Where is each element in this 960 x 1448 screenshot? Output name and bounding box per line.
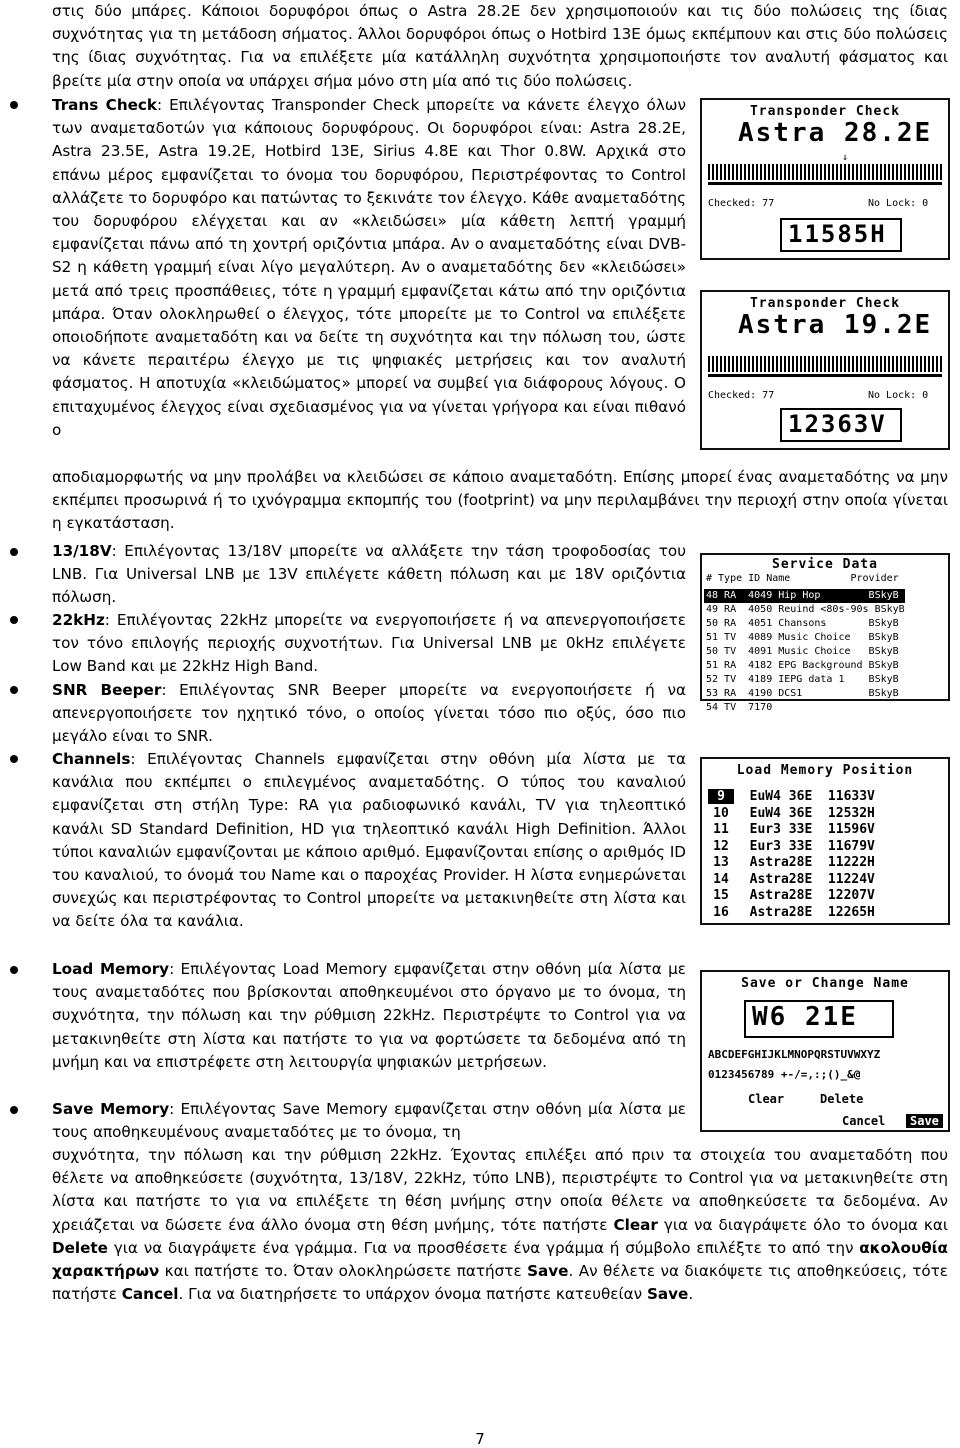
channels-item: [52, 748, 686, 934]
bullet: [10, 101, 18, 109]
save-word-2: Save: [646, 1285, 689, 1304]
load-memory-label: Load Memory: [52, 960, 170, 978]
digits-symbols-row[interactable]: 0123456789 +-/=,:;()_&@: [708, 1068, 861, 1081]
memory-entry: Astra28E 12265H: [734, 904, 875, 920]
delete-word: Delete: [52, 1238, 108, 1257]
bullet: [10, 686, 18, 694]
transponder-bars: [708, 164, 942, 180]
memory-row[interactable]: [708, 888, 875, 903]
intro-paragraph: στις δύο μπάρες. Κάποιοι δορυφόροι όπως ο Astra 28.2E δεν χρησιμοποιούν και τις δύο πολώσεις της ίδιας συχνότητας για τη μετάδοση σήματος. Άλλοι δορυφόροι όπως ο Hotbird 13E όμως εκπέμπουν και στις δύο πολώσεις της ίδιας συχνότητας. Για να επιλέξετε μία κατάλληλη συχνότητα χρησιμοποιήστε τον αναλυτή φάσματος και βρείτε μία στην οποία να υπάρχει σήμα μόνο στη μία από τις δύο πολώσεις.: [52, 2, 948, 90]
memory-position: 9: [708, 789, 734, 804]
horizontal-bar: [708, 374, 942, 377]
service-table: [704, 589, 905, 715]
memory-entry: EuW4 36E 11633V: [734, 789, 875, 804]
bullet: [10, 1106, 18, 1114]
satellite-name: Astra 19.2E: [738, 310, 933, 340]
frequency-box: 11585H: [780, 218, 902, 252]
service-row[interactable]: 51 RA 4182 EPG Background BSkyB: [706, 660, 899, 671]
service-table-header: # Type ID Name Provider: [706, 573, 899, 584]
letters-row[interactable]: ABCDEFGHIJKLMNOPQRSTUVWXYZ: [708, 1048, 881, 1061]
memory-row[interactable]: [708, 872, 875, 887]
load-memory-screen: [700, 757, 950, 925]
satellite-name: Astra 28.2E: [738, 118, 933, 148]
down-arrow-icon: ↓: [842, 152, 849, 163]
trans-check-label: Trans Check: [52, 96, 158, 114]
voltage-item: [52, 540, 686, 610]
service-row[interactable]: 50 RA 4051 Chansons BSkyB: [706, 618, 899, 629]
memory-row[interactable]: [708, 905, 875, 920]
bullet: [10, 548, 18, 556]
memory-row[interactable]: [708, 806, 875, 821]
bullet: [10, 966, 18, 974]
service-row[interactable]: 48 RA 4049 Hip Hop BSkyB: [704, 589, 905, 603]
snr-label: SNR Beeper: [52, 681, 162, 699]
cancel-word: Cancel: [121, 1285, 179, 1304]
service-row[interactable]: 53 RA 4190 DCS1 BSkyB: [706, 688, 899, 699]
screen-title: Transponder Check: [749, 296, 901, 311]
nolock-count: No Lock: 0: [868, 390, 929, 401]
save-memory-label: Save Memory: [52, 1100, 170, 1118]
transponder-bars: [708, 356, 942, 372]
trans-check-text: : Επιλέγοντας Transponder Check μπορείτε να κάνετε έλεγχο όλων των αναμεταδοτών για κάποιους δορυφόρους. Οι δορυφόροι είναι: Astra 28.2E, Astra 23.5E, Astra 19.2E, Hotbird 13E, Sirius 4.8E και Thor 0.8W. Αρχικά στο επάνω μέρος εμφανίζεται το όνομα του δορυφόρου, Περιστρέφοντας το Control αλλάζετε το δορυφόρο και πατώντας το ξεκινάτε τον έλεγχο. Κάθε αναμεταδότης του δορυφόρου ελέγχεται και αν «κλειδώσει» μία κάθετη λεπτή γραμμή εμφανίζεται πάνω από τη χοντρή οριζόντια μπάρα. Αν ο αναμεταδότης είναι DVB-S2 η κάθετη γραμμή είναι λίγο μεγαλύτερη. Αν ο αναμεταδότης δεν «κλειδώσει» μετά από τρεις προσπάθειες, τότε η γραμμή εμφανίζεται κάτω από την οριζόντια μπάρα. Όταν ολοκληρωθεί ο έλεγχος, τότε μπορείτε με το Control να επιλέξετε οποιοδήποτε αναμεταδότη και να δείτε τη συχνότητα και την πόλωση του, ώστε να κάνετε περαιτέρω έλεγχο με τις ψηφιακές μετρήσεις και τον αναλυτή φάσματος. Η αποτυχία «κλειδώματος» μπορεί να συμβεί για διάφορους λόγους. Ο επιταχυμένος έλεγχος είναι σχεδιασμένος για να γίνεται γρήγορα και είναι πιθανό ο: [52, 96, 686, 439]
save-t4: . Αν θέλετε να διακόψετε τις αποθηκεύσεις, τότε πατήστε: [52, 1262, 948, 1304]
load-memory-text: : Επιλέγοντας Load Memory εμφανίζεται στην οθόνη μία λίστα με τους αναμεταδότες που βρίσκονται αποθηκευμένοι στο όργανο με το όνομα, τη συχνότητα, την πόλωση και την ρύθμιση 22kHz. Περιστρέψτε το Control για να μετακινηθείτε στη λίστα και πατήστε το για να φορτώσετε τα δεδομένα από τη μνήμη και να επιστρέφετε στη λειτουργία ψηφιακών μετρήσεων.: [52, 960, 686, 1071]
memory-row[interactable]: [708, 839, 875, 854]
save-memory-continuation: [52, 1144, 948, 1306]
snr-text: : Επιλέγοντας SNR Beeper μπορείτε να ενεργοποιήσετε ή να απενεργοποιήσετε τον ηχητικό τόνο, ο οποίος γίνεται τόσο πιο οξύς, όσο πιο μεγάλο είναι το SNR.: [52, 681, 686, 746]
service-row[interactable]: 51 TV 4089 Music Choice BSkyB: [706, 632, 899, 643]
memory-position: 15: [713, 888, 729, 903]
save-memory-text: : Επιλέγοντας Save Memory εμφανίζεται στην οθόνη μία λίστα με τους αποθηκευμένους αναμεταδότες με το όνομα, τη: [52, 1100, 686, 1142]
save-name-screen: [700, 970, 950, 1132]
nolock-count: No Lock: 0: [868, 198, 929, 209]
memory-entry: Astra28E 11222H: [734, 855, 875, 870]
save-text-b: συχνότητα, την πόλωση και την ρύθμιση 22kHz. Έχοντας επιλέξει από πριν τα στοιχεία του αναμεταδότη που θέλετε να αποθηκεύσετε (συχνότητα, 13/18V, 22kHz, τύπο LNB), περιστρέψτε το Control για να μετακινηθείτε στη λίστα και πατήστε το για να επιλέξετε τη θέση μνήμης στην οποία θέλετε να αποθηκεύσετε τα δεδομένα. Αν χρειάζεται να δώσετε ένα άλλο όνομα στη θέση μνήμης, τότε πατήστε: [52, 1146, 948, 1234]
horizontal-bar: [708, 182, 942, 185]
service-row[interactable]: 50 TV 4091 Music Choice BSkyB: [706, 646, 899, 657]
channels-text: : Επιλέγοντας Channels εμφανίζεται στην οθόνη μία λίστα με τα κανάλια που εκπέμπει ο επιλεγμένος αναμεταδότης. Ο τύπος του καναλιού εμφανίζεται στη στήλη Type: RA για ραδιοφωνικό κανάλι, TV για τηλεοπτικό κανάλι SD Standard Definition, HD για τηλεοπτικό κανάλι High Definition. Άλλοι τύποι καναλιών εμφανίζονται με κάποιο αριθμό. Εμφανίζονται επίσης ο αριθμός ID του καναλιού, το όνομά του Name και ο παροχέας Provider. Η λίστα ενημερώνεται συνεχώς και περιστρέφοντας το Control μπορείτε να μετακινηθείτε στη λίστα και να δείτε όλα τα κανάλια.: [52, 750, 686, 931]
delete-button[interactable]: Delete: [820, 1092, 864, 1106]
memory-entry: Astra28E 12207V: [734, 888, 875, 903]
save-memory-item: [52, 1098, 686, 1144]
frequency-box: 12363V: [780, 408, 902, 442]
memory-position: 13: [713, 855, 729, 870]
voltage-text: : Επιλέγοντας 13/18V μπορείτε να αλλάξετε την τάση τροφοδοσίας του LNB. Για Universal LNB με 13V επιλέγετε κάθετη πόλωση και με 18V οριζόντια πόλωση.: [52, 542, 686, 607]
clear-word: Clear: [613, 1215, 658, 1234]
service-row[interactable]: 49 RA 4050 Reuind <80s-90s BSkyB: [706, 604, 905, 615]
cancel-button[interactable]: Cancel: [842, 1114, 886, 1128]
memory-row[interactable]: [708, 855, 875, 870]
page-number: 7: [475, 1430, 485, 1448]
memory-position: 14: [713, 871, 729, 887]
tone-label: 22kHz: [52, 611, 105, 629]
service-data-screen: [700, 553, 950, 713]
voltage-label: 13/18V: [52, 542, 112, 560]
service-row[interactable]: 52 TV 4189 IEPG data 1 BSkyB: [706, 674, 899, 685]
screen-title: Transponder Check: [749, 104, 901, 119]
tone-text: : Επιλέγοντας 22kHz μπορείτε να ενεργοποιήσετε ή να απενεργοποιήσετε τον τόνο επιλογής περιοχής συχνοτήτων. Για Universal LNB με 0kHz επιλέγετε Low Band και με 22kHz High Band.: [52, 611, 686, 676]
save-button[interactable]: Save: [906, 1114, 943, 1128]
service-row[interactable]: 54 TV 7170: [706, 702, 773, 713]
memory-position: 10: [713, 805, 729, 821]
memory-entry: Astra28E 11224V: [734, 871, 875, 887]
snr-item: [52, 679, 686, 749]
trans-check-continuation: αποδιαμορφωτής να μην προλάβει να κλειδώσει σε κάποιο αναμεταδότη. Επίσης μπορεί ένας αναμεταδότης να μην εκπέμπει προσωρινά ή το ιχνόγραμμα εκπομπής του (footprint) να μην περιλαμβάνει την περιοχή στην οποία γίνεται η εγκατάσταση.: [52, 468, 948, 533]
screen-title: Service Data: [772, 557, 878, 572]
bullet: [10, 616, 18, 624]
save-t6: .: [688, 1285, 694, 1304]
load-memory-item: [52, 958, 686, 1074]
save-t5: . Για να διατηρήσετε το υπάρχον όνομα πατήστε κατευθείαν: [178, 1285, 647, 1304]
sequence-word: ακολουθία χαρακτήρων: [52, 1238, 948, 1281]
memory-row[interactable]: [708, 822, 875, 837]
transponder-check-screen-1: [700, 98, 950, 260]
tone-item: [52, 609, 686, 679]
bullet: [10, 755, 18, 763]
memory-position: 16: [713, 904, 729, 920]
save-t2: για να διαγράψετε ένα γράμμα. Για να προσθέσετε ένα γράμμα ή σύμβολο επιλέξτε το από την: [107, 1238, 860, 1257]
transponder-check-screen-2: [700, 290, 950, 450]
memory-position: 11: [713, 822, 729, 837]
screen-title: Load Memory Position: [736, 763, 914, 778]
memory-row[interactable]: [708, 789, 875, 804]
save-t1: για να διαγράψετε όλο το όνομα και: [657, 1215, 949, 1234]
clear-button[interactable]: Clear: [748, 1092, 785, 1106]
memory-entry: Eur3 33E 11596V: [734, 822, 875, 837]
trans-check-item: [52, 94, 686, 442]
channels-label: Channels: [52, 750, 131, 768]
name-field[interactable]: W6 21E: [744, 1000, 894, 1038]
memory-entry: EuW4 36E 12532H: [734, 805, 875, 821]
save-word: Save: [527, 1262, 569, 1281]
screen-title: Save or Change Name: [741, 976, 909, 991]
checked-count: Checked: 77: [708, 198, 775, 209]
memory-position: 12: [713, 838, 729, 854]
memory-entry: Eur3 33E 11679V: [734, 838, 875, 854]
save-t3: και πατήστε το. Όταν ολοκληρώσετε πατήστε: [159, 1262, 528, 1281]
checked-count: Checked: 77: [708, 390, 775, 401]
